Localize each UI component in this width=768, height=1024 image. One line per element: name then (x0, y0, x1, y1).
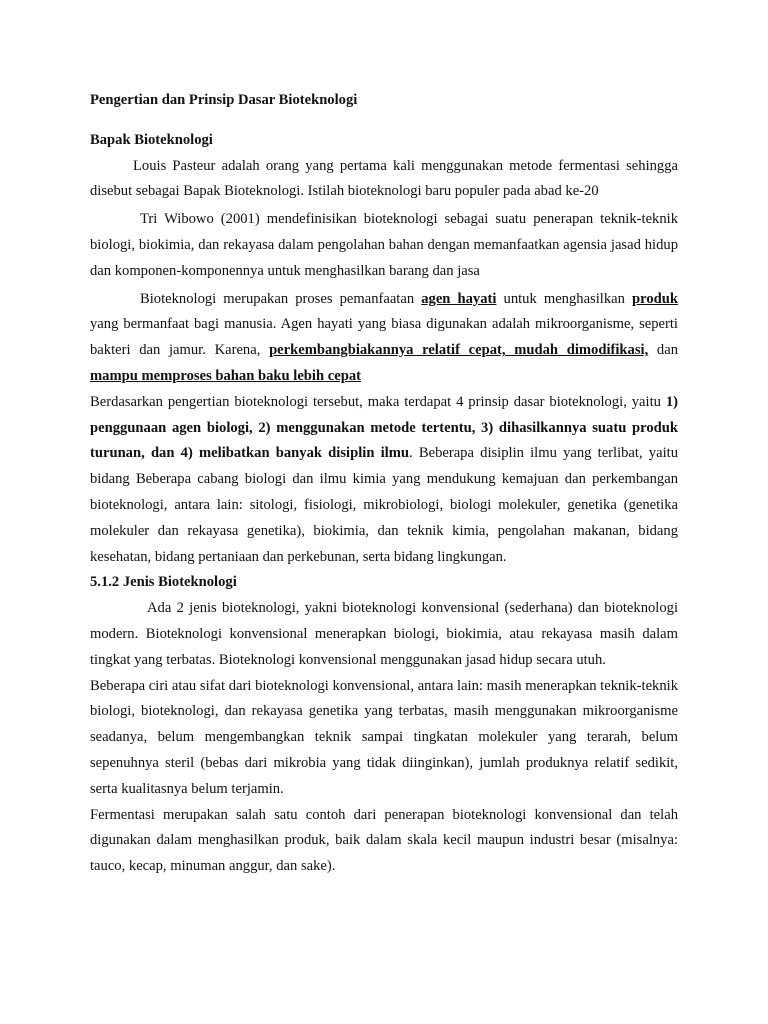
paragraph-prinsip-dasar (90, 390, 678, 571)
section-heading-bapak-bioteknologi: Bapak Bioteknologi (90, 131, 213, 148)
text-span: yang bermanfaat bagi manusia. Agen hayati yang biasa digunakan adalah mikroorganisme, seperti bakteri dan jamur. Karena, (90, 316, 678, 359)
underlined-produk: produk (632, 290, 678, 307)
paragraph-ciri-konvensional: Beberapa ciri atau sifat dari bioteknologi konvensional, antara lain: masih menerapkan teknik-teknik biologi, bioteknologi, dan rekayasa genetika yang terbatas, masih menggunakan mikroorganisme seadanya, belum mengembangkan teknik sampai tingkatan molekuler yang terarah, belum sepenuhnya steril (bebas dari mikrobia yang tidak diinginkan), jumlah produknya relatif sedikit, serta kualitasnya belum terjamin. (90, 677, 678, 797)
text-span: dan (648, 342, 679, 359)
paragraph-louis-pasteur: Louis Pasteur adalah orang yang pertama kali menggunakan metode fermentasi sehingga disebut sebagai Bapak Bioteknologi. Istilah bioteknologi baru populer pada abad ke-20 (90, 157, 678, 200)
underlined-agen-hayati: agen hayati (421, 290, 497, 307)
underlined-mampu-memproses: mampu memproses bahan baku lebih cepat (90, 367, 361, 384)
paragraph-fermentasi: Fermentasi merupakan salah satu contoh dari penerapan bioteknologi konvensional dan telah digunakan dalam menghasilkan produk, baik dalam skala kecil maupun industri besar (misalnya: tauco, kecap, minuman anggur, dan sake). (90, 806, 678, 875)
paragraph-jenis: Ada 2 jenis bioteknologi, yakni bioteknologi konvensional (sederhana) dan bioteknologi modern. Bioteknologi konvensional menerapkan biologi, biokimia, atau rekayasa masih dalam tingkat yang terbatas. Bioteknologi konvensional menggunakan jasad hidup secara utuh. (90, 600, 678, 668)
section-heading-jenis-bioteknologi: 5.1.2 Jenis Bioteknologi (90, 574, 237, 591)
paragraph-tri-wibowo: Tri Wibowo (2001) mendefinisikan bioteknologi sebagai suatu penerapan teknik-teknik biologi, biokimia, dan rekayasa dalam pengolahan bahan dengan memanfaatkan agensia jasad hidup dan komponen-komponennya untuk menghasilkan barang dan jasa (90, 211, 678, 279)
text-span: Berdasarkan pengertian bioteknologi tersebut, maka terdapat 4 prinsip dasar bioteknologi, yaitu (90, 393, 666, 410)
document-title: Pengertian dan Prinsip Dasar Bioteknologi (90, 92, 358, 108)
text-span: . Beberapa disiplin ilmu yang terlibat, yaitu bidang Beberapa cabang biologi dan ilmu kimia yang mendukung kemajuan dan perkembangan bioteknologi, antara lain: sitologi, fisiologi, mikrobiologi, biologi molekuler, genetika (genetika molekuler dan rekayasa genetika), biokimia, dan teknik kimia, pengolahan makanan, bidang kesehatan, bidang pertaniaan dan perkebunan, serta bidang lingkungan. (90, 445, 678, 565)
underlined-perkembangbiakan: perkembangbiakannya relatif cepat, mudah dimodifikasi, (269, 342, 649, 359)
paragraph-agen-hayati (90, 287, 678, 390)
text-span: untuk menghasilkan (496, 290, 632, 307)
document-page (90, 88, 678, 880)
bold-prinsip-list: 1) penggunaan agen biologi, 2) menggunakan metode tertentu, 3) dihasilkannya suatu produk turunan, dan 4) melibatkan banyak disiplin ilmu (90, 393, 678, 462)
text-span: Bioteknologi merupakan proses pemanfaatan (140, 290, 422, 307)
